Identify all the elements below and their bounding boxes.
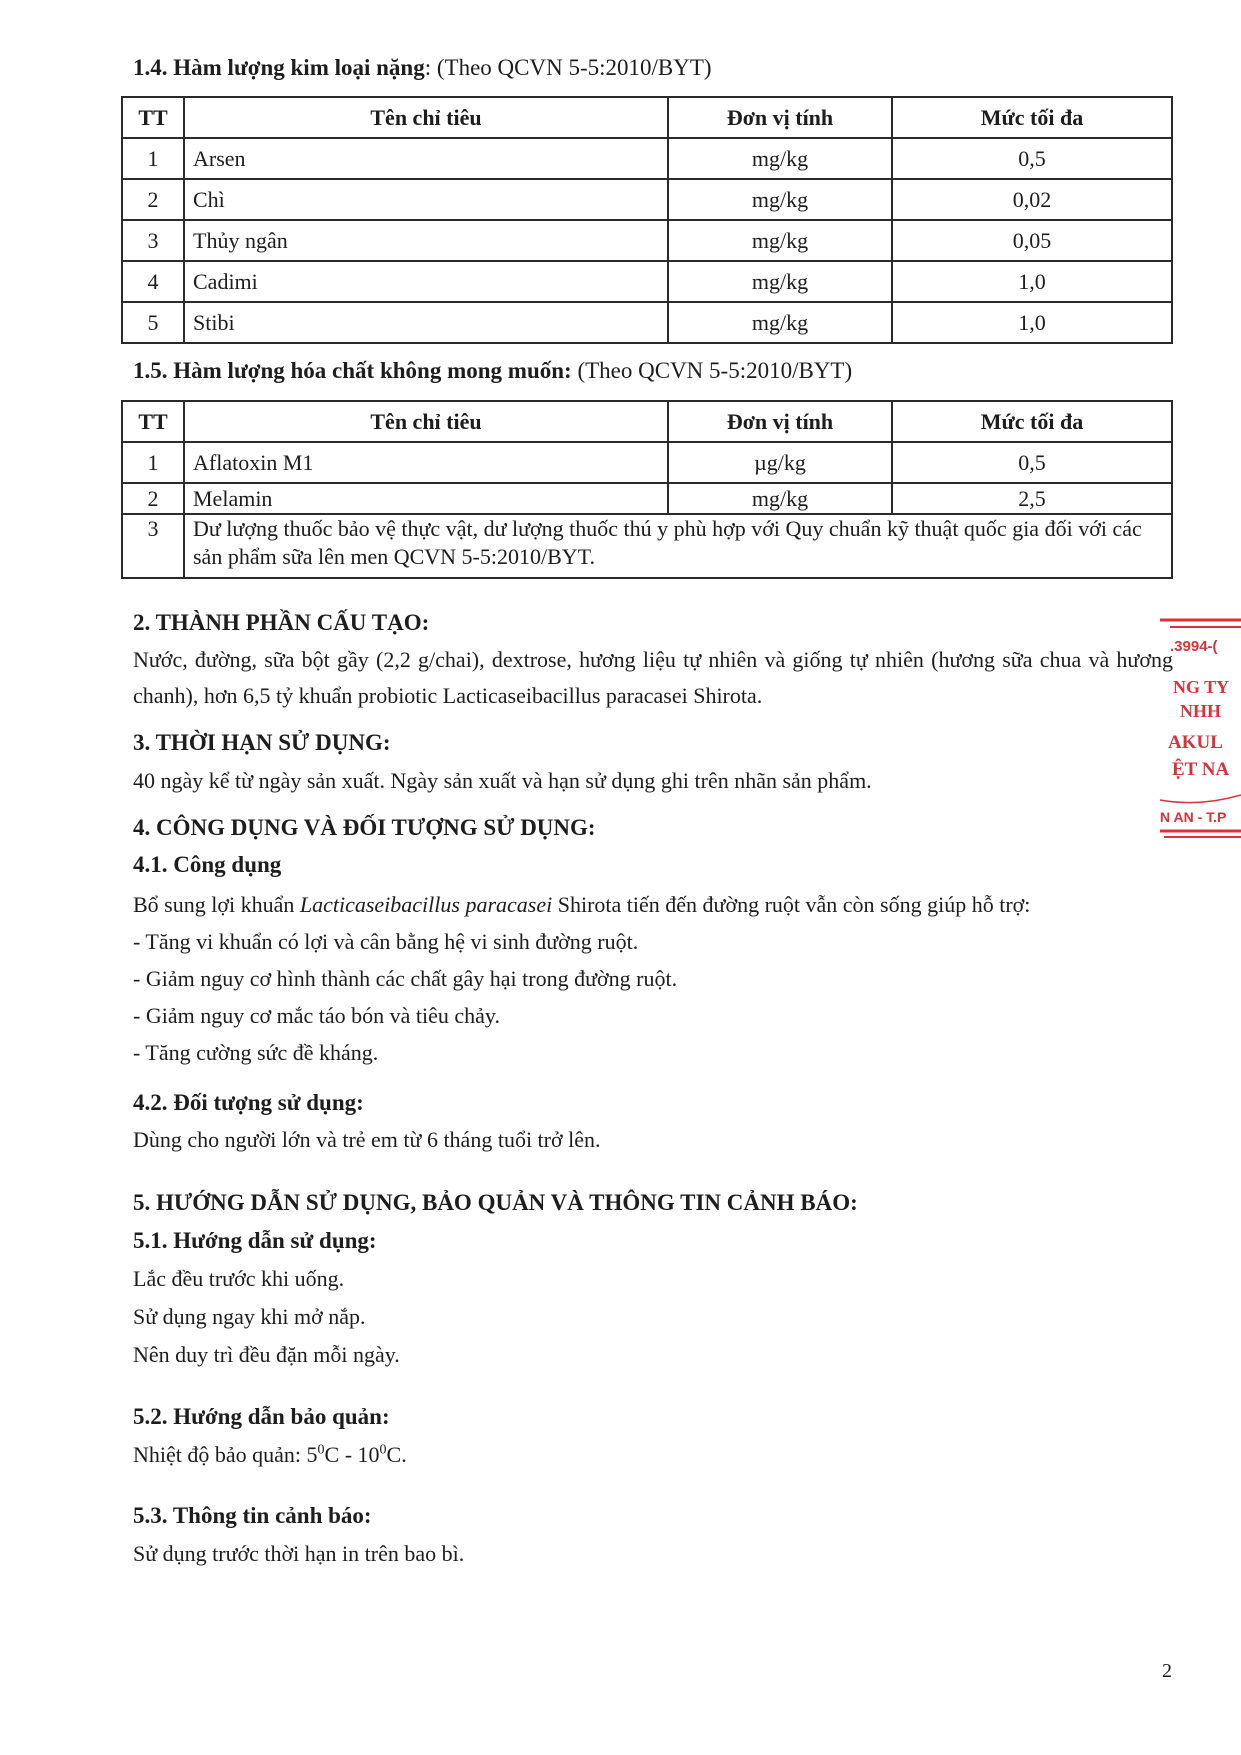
- stamp-text: .3994-(: [1170, 638, 1218, 655]
- storage-text-a: Nhiệt độ bảo quản: 5: [133, 1442, 318, 1467]
- table-row: [122, 179, 1172, 220]
- header-name: Tên chỉ tiêu: [184, 401, 668, 442]
- cell-max: 0,5: [892, 442, 1172, 483]
- cell-name: Melamin: [184, 483, 668, 514]
- cell-tt: 2: [122, 179, 184, 220]
- cell-tt: 5: [122, 302, 184, 343]
- usage-line: Lắc đều trước khi uống.: [133, 1266, 345, 1291]
- cell-tt: 2: [122, 483, 184, 514]
- table-row: [122, 514, 1172, 578]
- section-1-4-reference: : (Theo QCVN 5-5:2010/BYT): [424, 55, 712, 80]
- target-users-text: Dùng cho người lớn và trẻ em từ 6 tháng tuổi trở lên.: [133, 1127, 601, 1152]
- cell-tt: 1: [122, 138, 184, 179]
- cell-tt: 1: [122, 442, 184, 483]
- cell-residue-note: Dư lượng thuốc bảo vệ thực vật, dư lượng thuốc thú y phù hợp với Quy chuẩn kỹ thuật quốc gia đối với các sản phẩm sữa lên men QCVN 5-5:2010/BYT.: [184, 514, 1172, 578]
- table-header-row: [122, 97, 1172, 138]
- usage-line: Sử dụng ngay khi mở nắp.: [133, 1304, 366, 1329]
- cell-max: 2,5: [892, 483, 1172, 514]
- section-1-5-reference: (Theo QCVN 5-5:2010/BYT): [571, 358, 853, 383]
- cell-unit: mg/kg: [668, 302, 892, 343]
- stamp-text: ỆT NA: [1172, 759, 1230, 780]
- cell-unit: mg/kg: [668, 179, 892, 220]
- cell-name: Cadimi: [184, 261, 668, 302]
- table-row: [122, 138, 1172, 179]
- cell-unit: mg/kg: [668, 220, 892, 261]
- benefits-intro-b: Shirota tiến đến đường ruột vẫn còn sống giúp hỗ trợ:: [552, 892, 1031, 917]
- table-row: [122, 220, 1172, 261]
- section-3-heading: 3. THỜI HẠN SỬ DỤNG:: [133, 730, 391, 755]
- storage-text-b: C - 10: [324, 1442, 380, 1467]
- table-header-row: [122, 401, 1172, 442]
- section-4-heading: 4. CÔNG DỤNG VÀ ĐỐI TƯỢNG SỬ DỤNG:: [133, 815, 596, 840]
- section-5-3-heading: 5.3. Thông tin cảnh báo:: [133, 1503, 372, 1528]
- section-1-5-heading: [133, 358, 852, 384]
- heavy-metals-table: [121, 96, 1173, 344]
- cell-max: 1,0: [892, 261, 1172, 302]
- cell-unit: mg/kg: [668, 138, 892, 179]
- section-2-heading: 2. THÀNH PHẦN CẤU TẠO:: [133, 610, 430, 635]
- degree-mark: 0: [379, 1442, 387, 1458]
- section-5-heading: 5. HƯỚNG DẪN SỬ DỤNG, BẢO QUẢN VÀ THÔNG TIN CẢNH BÁO:: [133, 1190, 858, 1215]
- benefit-item: - Giảm nguy cơ hình thành các chất gây hại trong đường ruột.: [133, 966, 678, 991]
- cell-name: Chì: [184, 179, 668, 220]
- company-stamp: [1150, 615, 1241, 865]
- page-number: 2: [1162, 1660, 1172, 1682]
- section-1-4-heading: [133, 55, 712, 81]
- cell-max: 0,05: [892, 220, 1172, 261]
- benefit-item: - Giảm nguy cơ mắc táo bón và tiêu chảy.: [133, 1003, 500, 1028]
- header-name: Tên chỉ tiêu: [184, 97, 668, 138]
- usage-line: Nên duy trì đều đặn mỗi ngày.: [133, 1342, 400, 1367]
- section-1-5-title: 1.5. Hàm lượng hóa chất không mong muốn:: [133, 358, 572, 383]
- storage-text-c: C.: [386, 1442, 407, 1467]
- header-unit: Đơn vị tính: [668, 97, 892, 138]
- cell-max: 0,5: [892, 138, 1172, 179]
- cell-name: Aflatoxin M1: [184, 442, 668, 483]
- cell-max: 0,02: [892, 179, 1172, 220]
- cell-name: Arsen: [184, 138, 668, 179]
- header-max: Mức tối đa: [892, 401, 1172, 442]
- table-row: [122, 261, 1172, 302]
- table-row: [122, 483, 1172, 514]
- stamp-text: AKUL: [1168, 732, 1223, 753]
- stamp-text: NG TY: [1173, 677, 1230, 697]
- storage-text: [133, 1442, 407, 1468]
- header-unit: Đơn vị tính: [668, 401, 892, 442]
- benefits-intro-a: Bổ sung lợi khuẩn: [133, 892, 300, 917]
- header-tt: TT: [122, 97, 184, 138]
- table-row: [122, 302, 1172, 343]
- header-max: Mức tối đa: [892, 97, 1172, 138]
- shelf-life-text: 40 ngày kể từ ngày sản xuất. Ngày sản xuất và hạn sử dụng ghi trên nhãn sản phẩm.: [133, 768, 872, 793]
- benefits-intro: [133, 892, 1030, 918]
- section-5-2-heading: 5.2. Hướng dẫn bảo quản:: [133, 1404, 390, 1429]
- degree-mark: 0: [317, 1442, 325, 1458]
- cell-tt: 3: [122, 514, 184, 578]
- cell-unit: mg/kg: [668, 261, 892, 302]
- cell-unit: µg/kg: [668, 442, 892, 483]
- cell-tt: 3: [122, 220, 184, 261]
- cell-tt: 4: [122, 261, 184, 302]
- warning-text: Sử dụng trước thời hạn in trên bao bì.: [133, 1541, 465, 1566]
- benefit-item: - Tăng vi khuẩn có lợi và cân bằng hệ vi sinh đường ruột.: [133, 929, 639, 954]
- cell-name: Thủy ngân: [184, 220, 668, 261]
- benefit-item: - Tăng cường sức đề kháng.: [133, 1040, 379, 1065]
- ingredients-paragraph: Nước, đường, sữa bột gầy (2,2 g/chai), dextrose, hương liệu tự nhiên và giống tự nhiên (hương sữa chua và hương chanh), hơn 6,5 tỷ khuẩn probiotic Lacticaseibacillus paracasei Shirota.: [133, 647, 1173, 708]
- section-5-1-heading: 5.1. Hướng dẫn sử dụng:: [133, 1228, 377, 1253]
- header-tt: TT: [122, 401, 184, 442]
- contaminants-table: [121, 400, 1173, 579]
- section-1-4-title: 1.4. Hàm lượng kim loại nặng: [133, 55, 425, 80]
- stamp-text: NHH: [1180, 701, 1222, 721]
- table-row: [122, 442, 1172, 483]
- stamp-text: N AN - T.P: [1160, 809, 1227, 825]
- section-4-1-heading: 4.1. Công dụng: [133, 852, 282, 877]
- benefits-intro-species: Lacticaseibacillus paracasei: [299, 892, 553, 917]
- cell-unit: mg/kg: [668, 483, 892, 514]
- cell-max: 1,0: [892, 302, 1172, 343]
- cell-name: Stibi: [184, 302, 668, 343]
- section-4-2-heading: 4.2. Đối tượng sử dụng:: [133, 1090, 364, 1115]
